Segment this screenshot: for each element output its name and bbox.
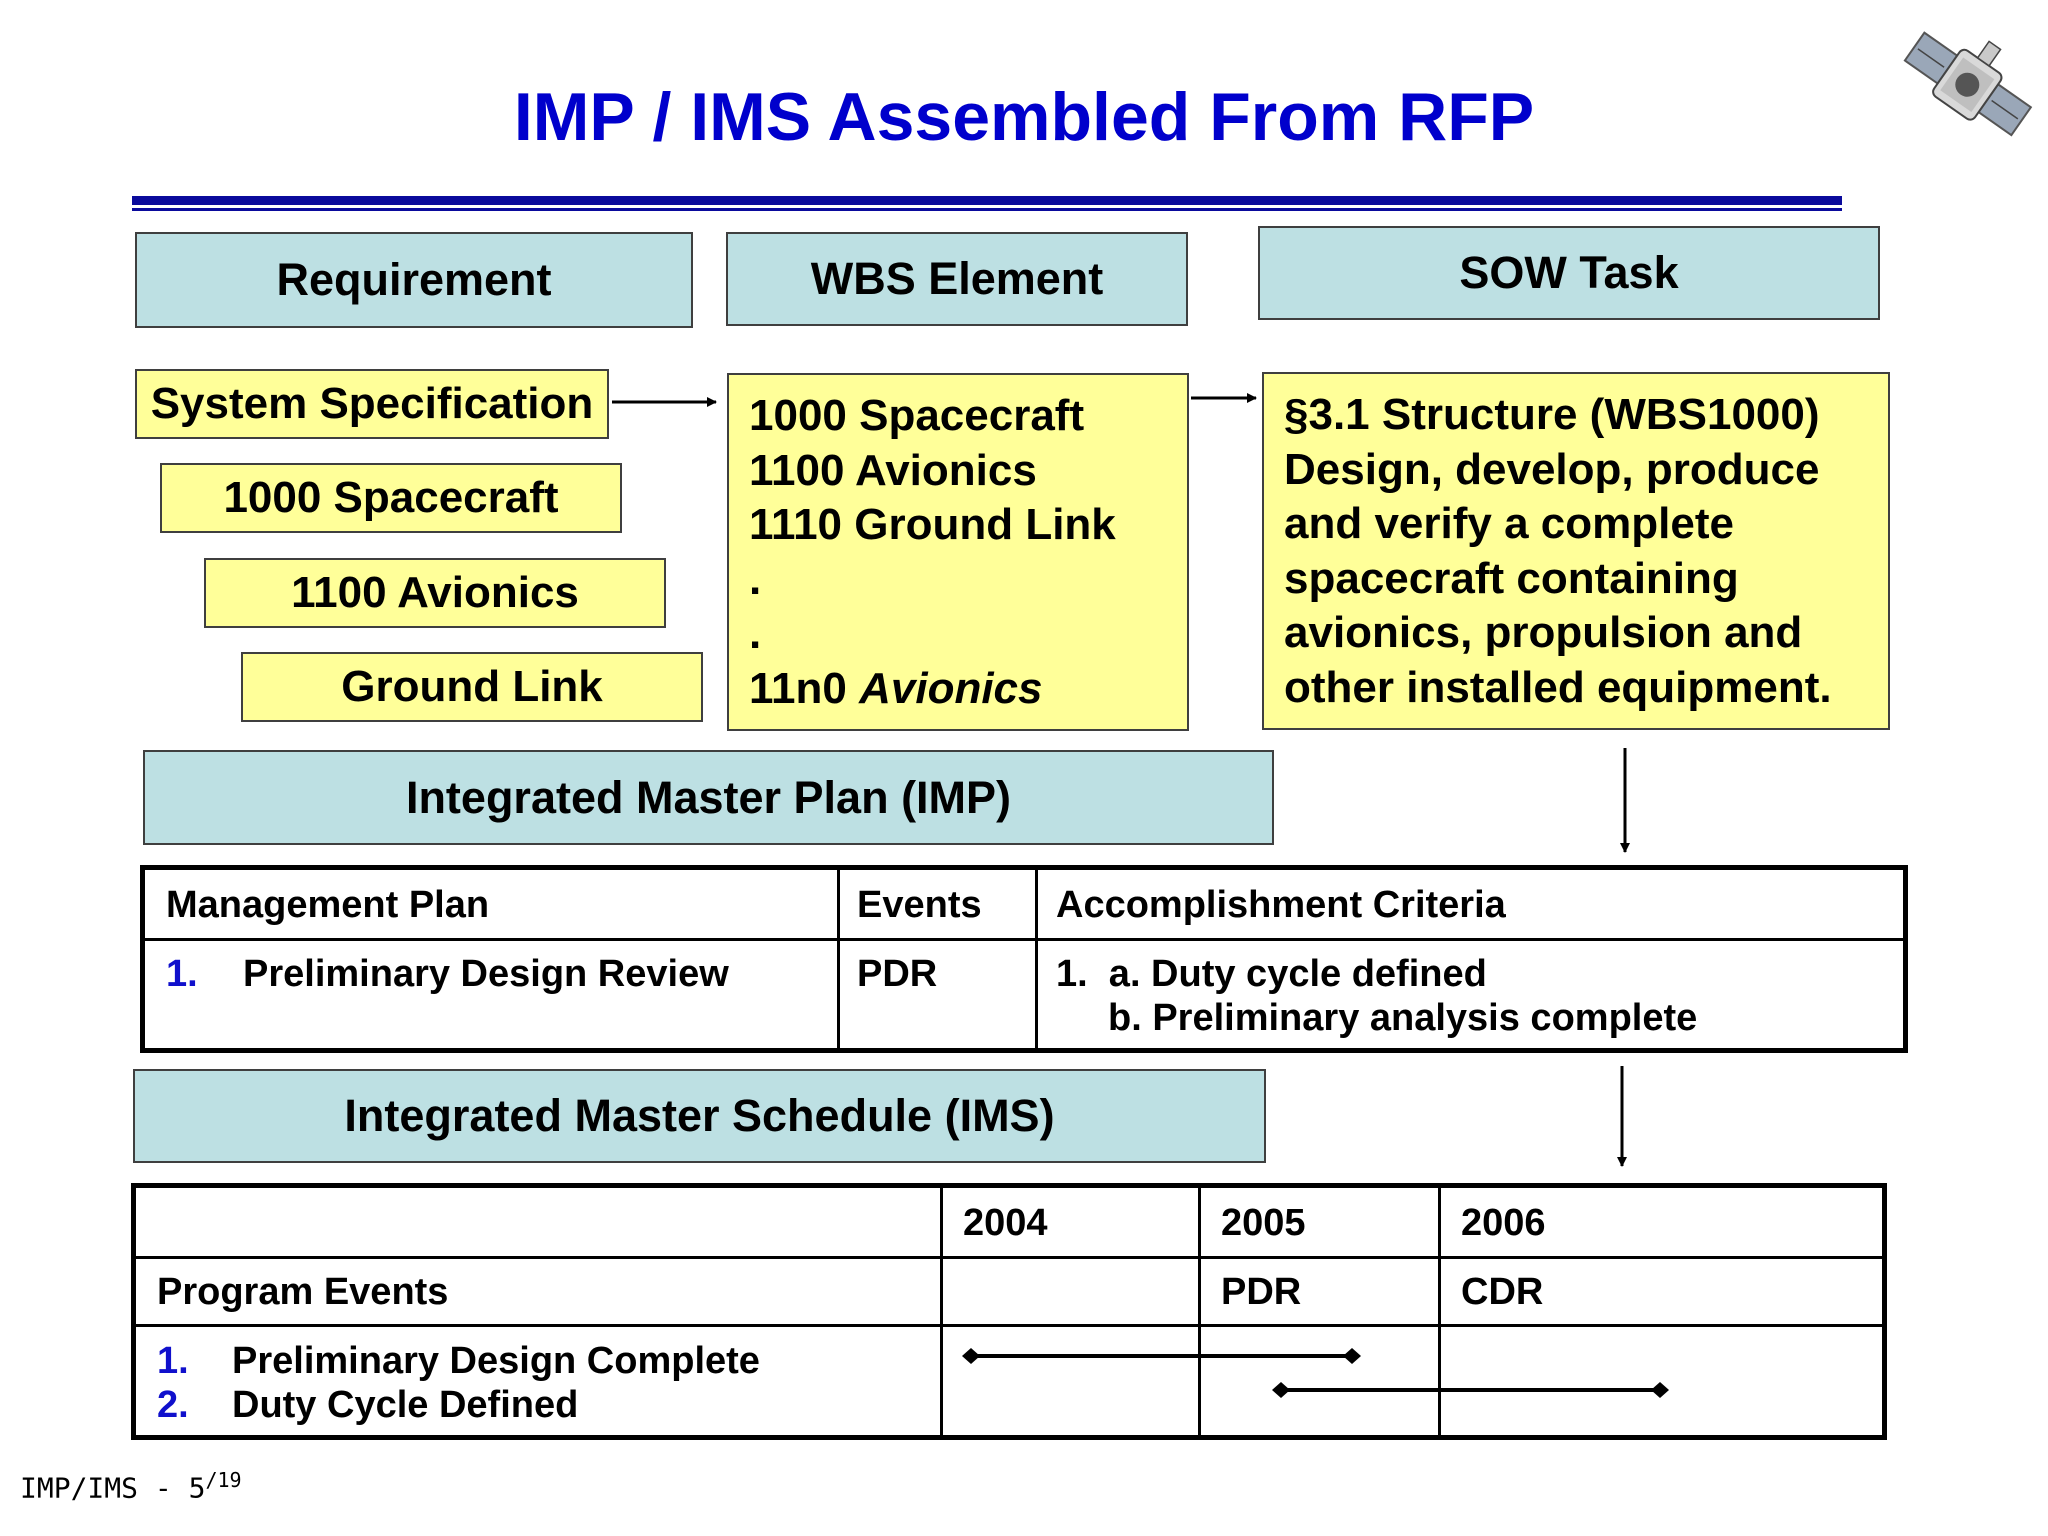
ims-task-number: 2. xyxy=(157,1384,189,1426)
gantt-bars xyxy=(136,1188,1882,1435)
requirement-label: Ground Link xyxy=(341,662,603,711)
ims-milestone-pdr: PDR xyxy=(1221,1271,1302,1313)
sow-line: Design, develop, produce xyxy=(1284,444,1820,494)
ims-header-label: Integrated Master Schedule (IMS) xyxy=(344,1090,1055,1141)
imp-header-label: Integrated Master Plan (IMP) xyxy=(405,771,1012,823)
ims-task-label: Duty Cycle Defined xyxy=(232,1384,579,1426)
imp-row-event: PDR xyxy=(857,953,938,995)
ims-year-2005: 2005 xyxy=(1221,1202,1306,1244)
wbs-last-prefix: 11n0 xyxy=(749,663,860,713)
sow-task-box xyxy=(1262,372,1890,730)
requirement-label: System Specification xyxy=(150,379,594,428)
requirement-label: 1000 Spacecraft xyxy=(223,473,559,522)
ims-milestone-cdr: CDR xyxy=(1461,1271,1544,1313)
wbs-element-header-label: WBS Element xyxy=(810,253,1104,304)
wbs-line-last xyxy=(749,662,1167,717)
requirement-avionics xyxy=(204,558,666,628)
imp-header xyxy=(143,750,1274,845)
imp-table-divider xyxy=(1035,870,1038,1048)
wbs-line: 1100 Avionics xyxy=(749,445,1037,495)
requirement-header xyxy=(135,232,693,328)
sow-line: and verify a complete xyxy=(1284,499,1734,548)
imp-col-accomplishment-criteria: Accomplishment Criteria xyxy=(1056,884,1506,926)
requirement-spacecraft xyxy=(160,463,622,533)
ims-year-2004: 2004 xyxy=(963,1202,1048,1244)
ims-task-number: 1. xyxy=(157,1340,189,1382)
imp-col-management-plan: Management Plan xyxy=(166,884,490,926)
satellite-icon xyxy=(1890,8,2040,168)
wbs-element-header xyxy=(726,232,1188,326)
slide-number: IMP/IMS - 5 xyxy=(20,1471,206,1505)
imp-row-criteria-b: b. Preliminary analysis complete xyxy=(1108,997,1698,1039)
requirement-system-specification xyxy=(135,369,609,439)
requirement-label: 1100 Avionics xyxy=(291,568,579,617)
wbs-line: 1110 Ground Link xyxy=(749,500,1116,549)
wbs-line: 1000 Spacecraft xyxy=(749,391,1085,440)
sow-line: avionics, propulsion and xyxy=(1284,608,1803,657)
gantt-bar-task-2 xyxy=(1272,1382,1669,1398)
slide-total: /19 xyxy=(205,1468,242,1492)
ims-header xyxy=(133,1069,1266,1163)
imp-row-number: 1. xyxy=(166,953,198,995)
slide-footer xyxy=(20,1468,242,1504)
page-title: IMP / IMS Assembled From RFP xyxy=(513,79,1535,155)
title-rule xyxy=(132,196,1842,205)
wbs-last-italic: Avionics xyxy=(859,663,1043,713)
ims-table xyxy=(131,1183,1887,1440)
sow-line: spacecraft containing xyxy=(1284,553,1739,603)
ims-year-2006: 2006 xyxy=(1461,1202,1546,1244)
sow-task-header-label: SOW Task xyxy=(1459,247,1679,298)
wbs-line: . xyxy=(749,554,762,604)
imp-table-divider xyxy=(837,870,840,1048)
imp-table xyxy=(140,865,1908,1053)
requirement-ground-link xyxy=(241,652,703,722)
wbs-line: . xyxy=(749,609,762,658)
imp-table-rule xyxy=(145,938,1903,941)
sow-line: other installed equipment. xyxy=(1284,662,1832,712)
requirement-header-label: Requirement xyxy=(276,254,552,305)
wbs-element-box xyxy=(727,373,1189,731)
title-rule-thin xyxy=(132,208,1842,211)
imp-col-events: Events xyxy=(857,884,982,926)
ims-task-label: Preliminary Design Complete xyxy=(232,1340,760,1382)
ims-program-events-label: Program Events xyxy=(157,1271,449,1313)
gantt-bar-task-1 xyxy=(962,1348,1361,1364)
sow-task-header xyxy=(1258,226,1880,320)
imp-row-plan: Preliminary Design Review xyxy=(243,953,729,995)
sow-line: §3.1 Structure (WBS1000) xyxy=(1284,390,1820,439)
imp-row-criteria-a: 1. a. Duty cycle defined xyxy=(1056,953,1487,995)
